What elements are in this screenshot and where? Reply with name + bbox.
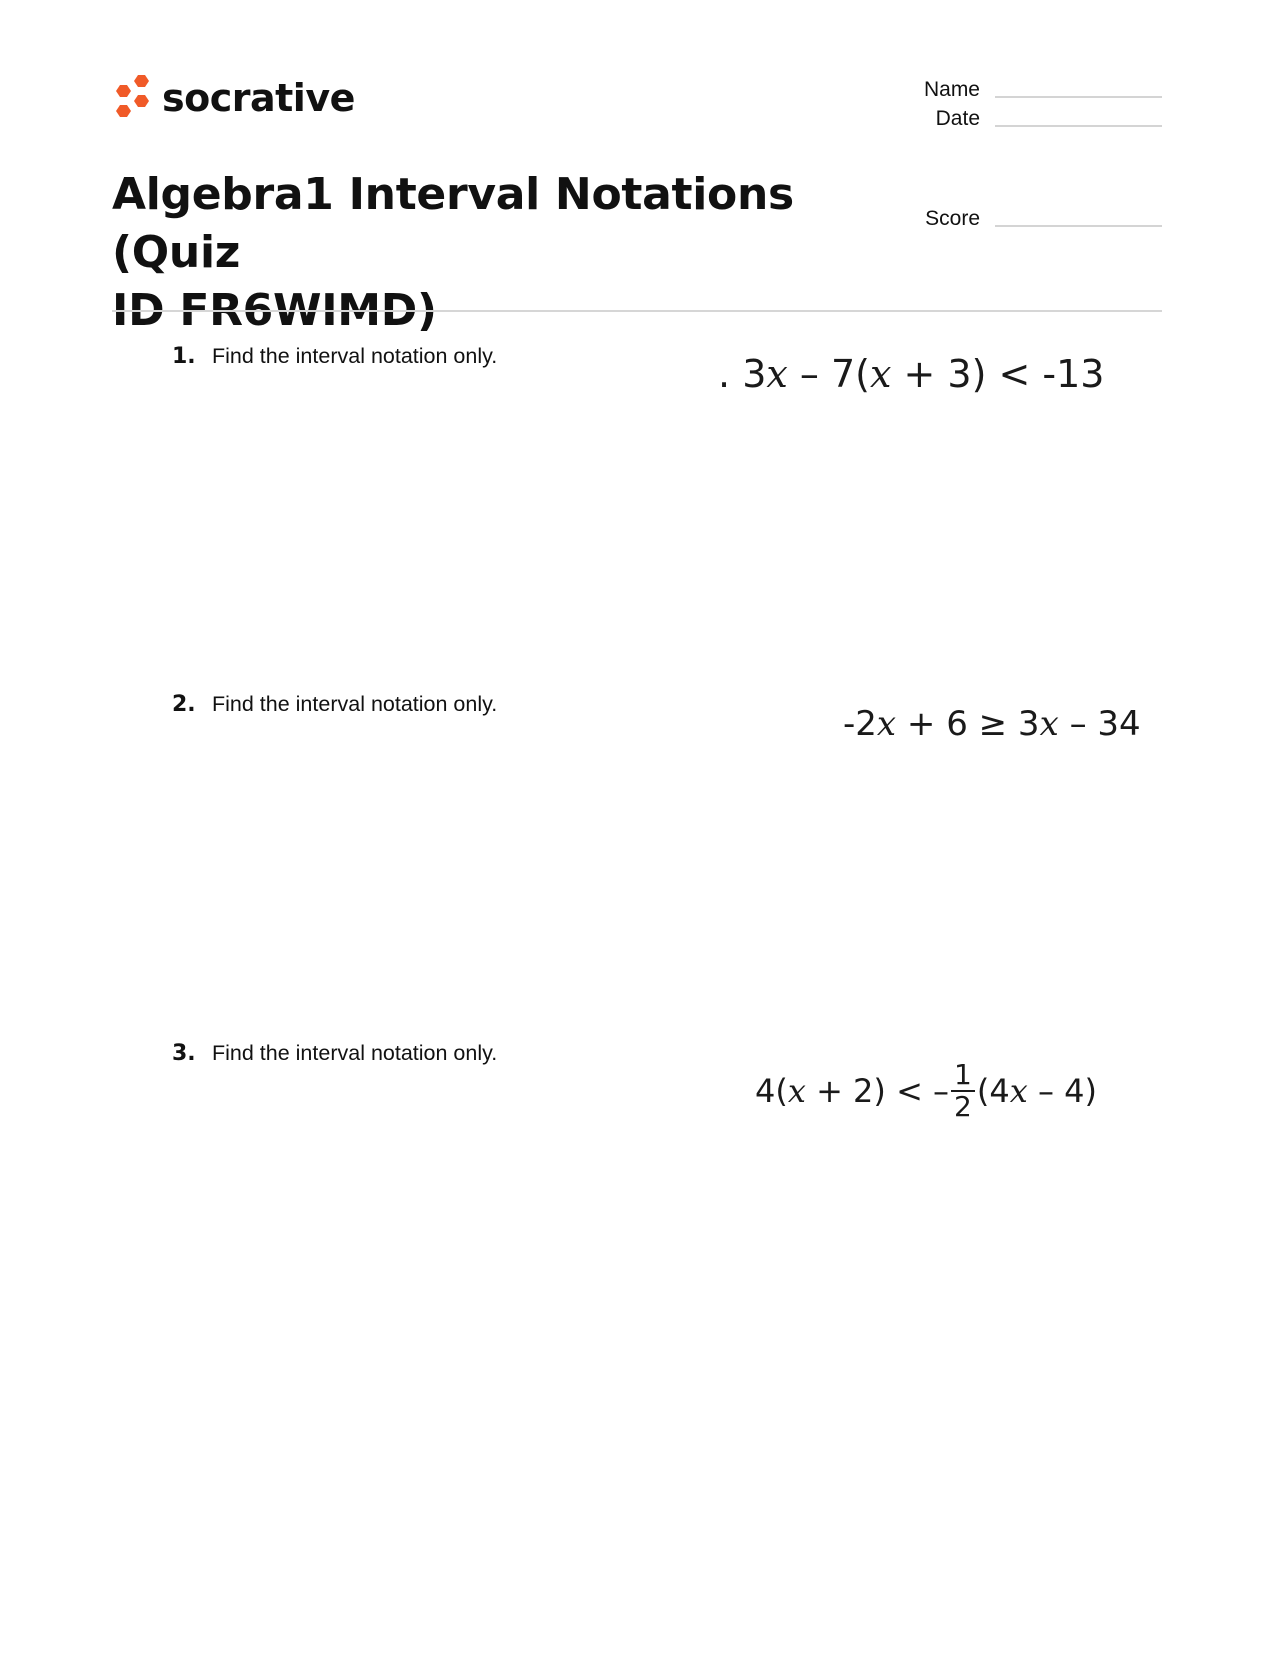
eq-part: + 6 ≥ 3: [896, 704, 1040, 744]
eq-part: + 2) < –: [805, 1072, 950, 1110]
hexagon-cluster-icon: [112, 73, 152, 123]
eq-var: x: [1039, 704, 1059, 744]
title-line-1: Algebra1 Interval Notations (Quiz: [112, 169, 794, 278]
question-prompt: Find the interval notation only.: [212, 344, 498, 368]
question-3: [172, 1041, 497, 1066]
name-field[interactable]: [890, 78, 1162, 102]
eq-part: 4(: [755, 1072, 788, 1110]
fraction-numerator: 1: [951, 1060, 975, 1092]
eq-var: x: [876, 704, 897, 744]
name-input-line[interactable]: [995, 96, 1162, 98]
date-label: Date: [935, 107, 980, 130]
equation-3: [755, 1060, 1097, 1122]
fraction-denominator: 2: [954, 1090, 972, 1123]
date-field[interactable]: [890, 107, 1162, 131]
header-divider: [112, 310, 1162, 312]
eq-var: x: [766, 352, 788, 396]
eq-part: – 4): [1027, 1072, 1097, 1110]
name-label: Name: [923, 78, 980, 101]
question-number: 3.: [172, 1041, 196, 1066]
eq-var: x: [787, 1072, 806, 1110]
date-input-line[interactable]: [995, 125, 1162, 127]
eq-lead: .: [718, 352, 731, 396]
question-number: 2.: [172, 692, 196, 717]
question-number: 1.: [172, 344, 196, 369]
eq-part: + 3) < -13: [891, 352, 1105, 396]
question-prompt: Find the interval notation only.: [212, 692, 498, 716]
eq-part: – 34: [1058, 704, 1141, 744]
eq-var: x: [869, 352, 892, 396]
question-1: [172, 344, 497, 369]
score-label: Score: [925, 207, 980, 230]
score-input-line[interactable]: [995, 225, 1162, 227]
question-2: [172, 692, 497, 717]
eq-part: 3: [742, 352, 767, 396]
eq-var: x: [1009, 1072, 1028, 1110]
eq-part: – 7(: [787, 352, 870, 396]
equation-1: [718, 352, 1105, 396]
eq-part: (4: [976, 1072, 1010, 1110]
score-field[interactable]: [890, 207, 1162, 231]
socrative-logo: [112, 72, 355, 124]
brand-name: socrative: [162, 76, 355, 120]
fraction: [951, 1060, 975, 1122]
eq-part: -2: [843, 704, 877, 744]
equation-2: [843, 704, 1141, 744]
title-line-2: ID FR6WIMD): [112, 285, 437, 336]
page-title: [112, 166, 912, 340]
question-prompt: Find the interval notation only.: [212, 1041, 498, 1065]
